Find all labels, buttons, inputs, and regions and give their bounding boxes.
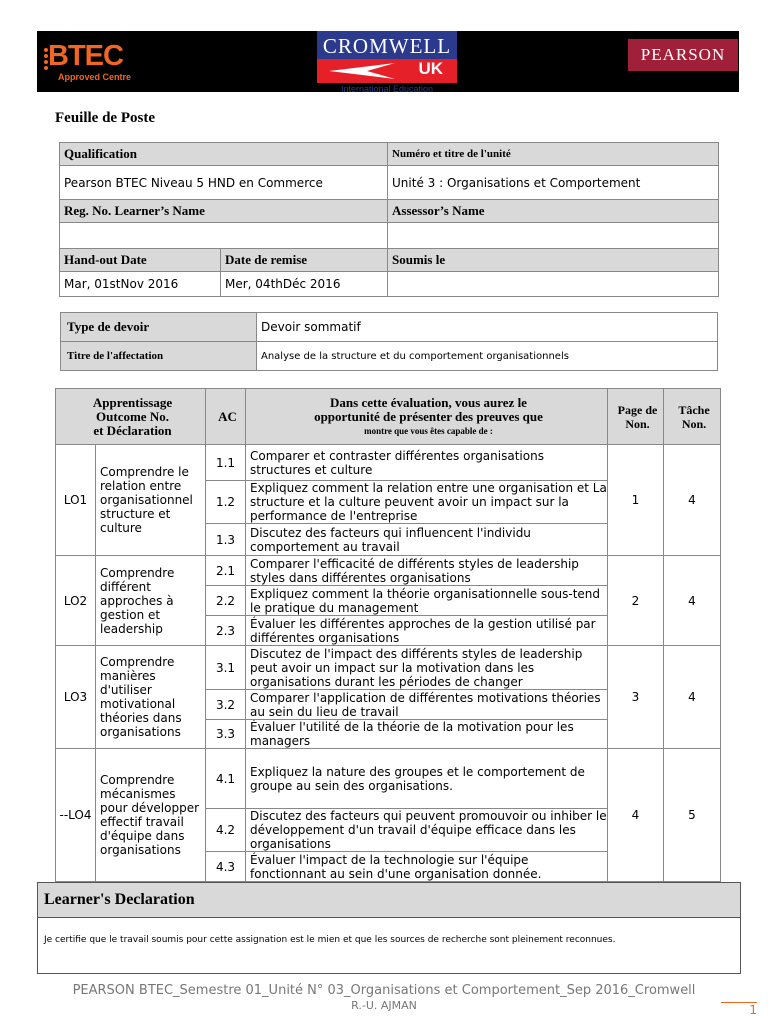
unit-label: Numéro et titre de l'unité	[388, 143, 719, 166]
description-header-line3: montre que vous êtes capable de :	[364, 425, 493, 436]
outcomes-table	[55, 388, 721, 882]
footer-line2: R.-U. AJMAN	[351, 999, 417, 1012]
criterion-text: Expliquez comment la relation entre une organisation et La structure et la culture peuvent avoir un impact sur la performance de l'entreprise	[246, 481, 608, 524]
lo-number: LO2	[56, 556, 96, 646]
footer-line1: PEARSON BTEC_Semestre 01_Unité N° 03_Organisations et Comportement_Sep 2016_Cromwell	[72, 983, 696, 998]
cromwell-wing-icon	[327, 61, 397, 81]
criterion-text: Expliquez comment la théorie organisationnelle sous-tend le pratique du management	[246, 586, 608, 616]
learner-name-label: Reg. No. Learner’s Name	[60, 200, 388, 223]
cromwell-logo	[317, 31, 457, 83]
handout-date-value: Mar, 01stNov 2016	[60, 272, 221, 297]
cromwell-logo-text: CROMWELL	[322, 34, 452, 58]
page-number: 1	[608, 445, 664, 556]
ac-number: 4.3	[206, 852, 246, 882]
assignment-type-value: Devoir sommatif	[257, 313, 718, 342]
lo-statement: Comprendre différent approches à gestion et leadership	[96, 556, 206, 646]
criterion-text: Discutez des facteurs qui influencent l'individu comportement au travail	[246, 524, 608, 556]
criterion-text: Comparer et contraster différentes organisations structures et culture	[246, 445, 608, 481]
handout-date-label: Hand-out Date	[60, 249, 221, 272]
page-number: 3	[608, 646, 664, 749]
page-number-footer: 1	[721, 1002, 757, 1017]
lo-statement: Comprendre mécanismes pour développer effectif travail d'équipe dans organisations	[96, 749, 206, 882]
task-number: 5	[664, 749, 721, 882]
btec-logo-text: BTEC	[48, 40, 123, 72]
ac-number: 2.1	[206, 556, 246, 586]
criterion-text: Comparer l'efficacité de différents styles de leadership styles dans différentes organisations	[246, 556, 608, 586]
ac-header: AC	[206, 389, 246, 445]
outcome-header-line3: et Déclaration	[93, 422, 172, 438]
ac-number: 3.3	[206, 720, 246, 749]
task-number: 4	[664, 445, 721, 556]
criterion-text: Évaluer l'impact de la technologie sur l'équipe fonctionnant au sein d'une organisation donnée.	[246, 852, 608, 882]
learner-declaration-title: Learner's Declaration	[38, 883, 740, 918]
lo-number: --LO4	[56, 749, 96, 882]
btec-logo	[40, 38, 150, 86]
description-header-line1: Dans cette évaluation, vous aurez le	[330, 394, 527, 410]
submitted-field[interactable]	[388, 272, 719, 297]
assessor-name-field[interactable]	[388, 223, 719, 249]
ac-number: 4.2	[206, 809, 246, 852]
cromwell-subtitle: International Education	[340, 84, 434, 92]
task-number: 4	[664, 556, 721, 646]
outcome-header-line1: Apprentissage	[92, 394, 173, 410]
ac-number: 2.2	[206, 586, 246, 616]
criterion-text: Expliquez la nature des groupes et le comportement de groupe au sein des organisations.	[246, 749, 608, 809]
page-number: 4	[608, 749, 664, 882]
criterion-text: Évaluer les différentes approches de la gestion utilisé par différentes organisations	[246, 616, 608, 646]
ac-number: 2.3	[206, 616, 246, 646]
ac-number: 1.2	[206, 481, 246, 524]
assignment-title-value: Analyse de la structure et du comportement organisationnels	[257, 342, 718, 371]
learner-declaration-text: Je certifie que le travail soumis pour cette assignation est le mien et que les sources de recherche sont pleinement reconnues.	[44, 935, 616, 945]
description-header	[246, 389, 608, 445]
lo-statement: Comprendre manières d'utiliser motivational théories dans organisations	[96, 646, 206, 749]
info-table	[59, 142, 719, 297]
due-date-label: Date de remise	[221, 249, 388, 272]
learner-declaration-box	[37, 882, 741, 974]
assignment-type-label: Type de devoir	[61, 313, 257, 342]
page-number: 2	[608, 556, 664, 646]
task-number: 4	[664, 646, 721, 749]
ac-number: 3.1	[206, 646, 246, 690]
pearson-logo: PEARSON	[628, 39, 738, 71]
qualification-label: Qualification	[60, 143, 388, 166]
submitted-label: Soumis le	[388, 249, 719, 272]
due-date-value: Mer, 04thDéc 2016	[221, 272, 388, 297]
assessor-name-label: Assessor’s Name	[388, 200, 719, 223]
page-header: Page de Non.	[608, 389, 664, 445]
ac-number: 3.2	[206, 690, 246, 720]
cromwell-uk-text: UK	[418, 59, 443, 78]
outcome-header	[56, 389, 206, 445]
criterion-text: Évaluer l'utilité de la théorie de la motivation pour les managers	[246, 720, 608, 749]
assignment-table	[60, 312, 718, 371]
qualification-value: Pearson BTEC Niveau 5 HND en Commerce	[60, 166, 388, 200]
lo-number: LO1	[56, 445, 96, 556]
lo-number: LO3	[56, 646, 96, 749]
outcome-header-line2: Outcome No.	[96, 408, 169, 424]
document-title: Feuille de Poste	[55, 110, 155, 126]
ac-number: 1.3	[206, 524, 246, 556]
description-header-line2: opportunité de présenter des preuves que	[314, 408, 543, 424]
criterion-text: Discutez des facteurs qui peuvent promouvoir ou inhiber le développement d'un travail d'équipe efficace dans les organisations	[246, 809, 608, 852]
lo-statement: Comprendre le relation entre organisationnel structure et culture	[96, 445, 206, 556]
criterion-text: Discutez de l'impact des différents styles de leadership peut avoir un impact sur la motivation dans les organisations durant les périodes de changer	[246, 646, 608, 690]
learner-name-field[interactable]	[60, 223, 388, 249]
task-header: Tâche Non.	[664, 389, 721, 445]
unit-value: Unité 3 : Organisations et Comportement	[388, 166, 719, 200]
criterion-text: Comparer l'application de différentes motivations théories au sein du lieu de travail	[246, 690, 608, 720]
btec-logo-subtitle: Approved Centre	[58, 72, 132, 82]
ac-number: 1.1	[206, 445, 246, 481]
assignment-title-label: Titre de l'affectation	[61, 342, 257, 371]
ac-number: 4.1	[206, 749, 246, 809]
